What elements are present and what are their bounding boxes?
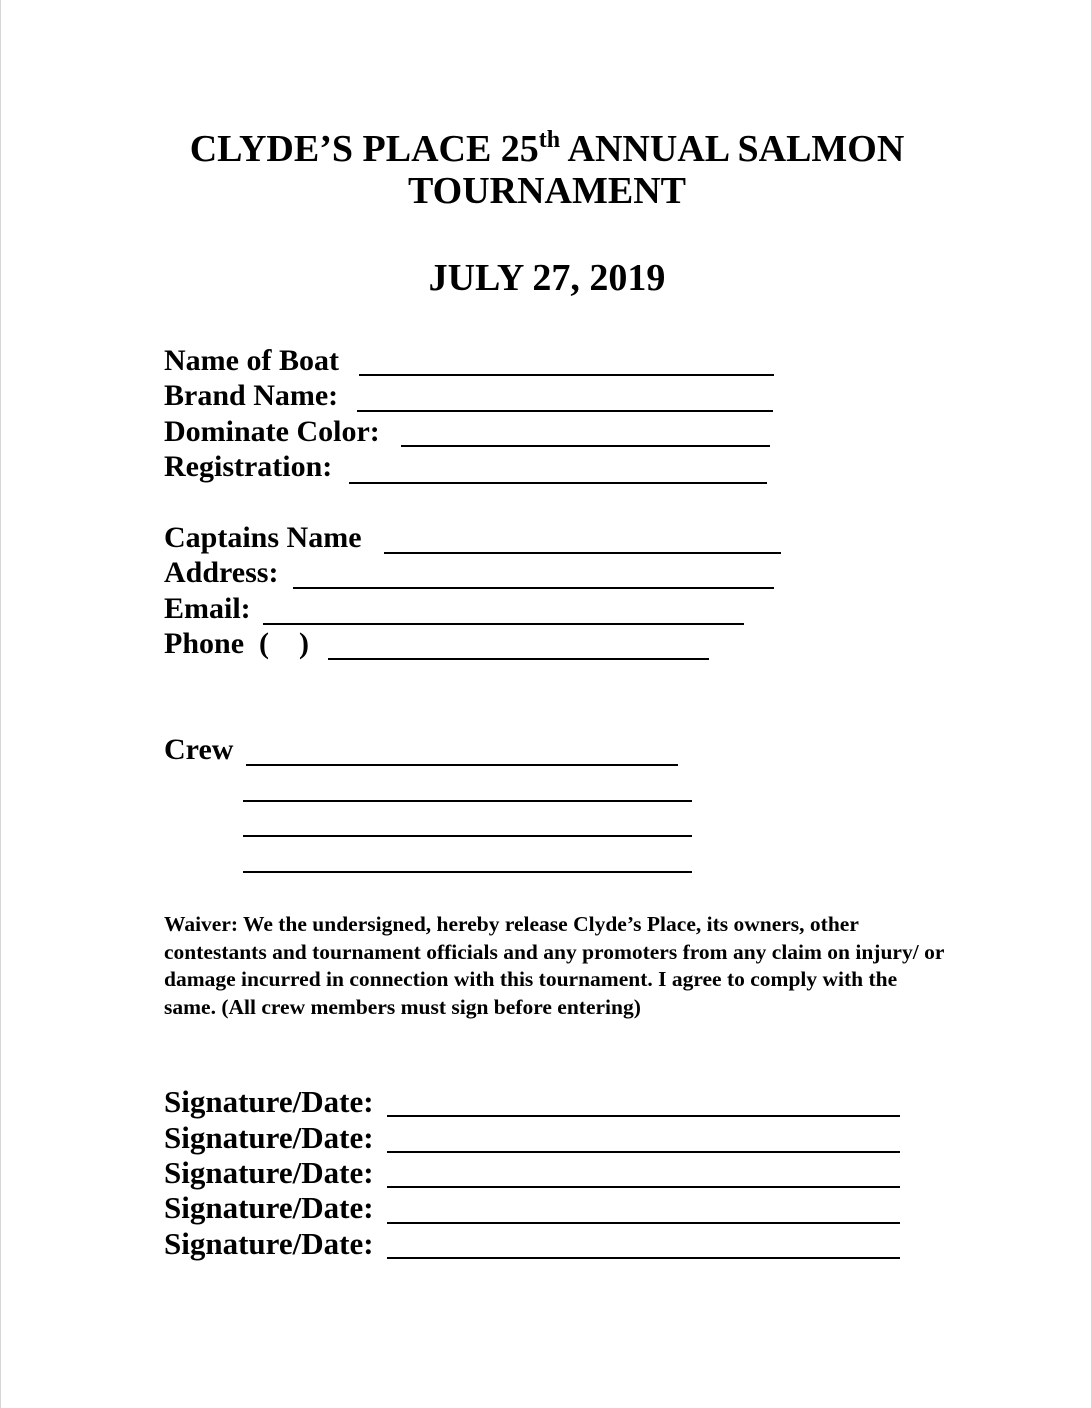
signature-date-label-5: Signature/Date: [164, 1226, 374, 1261]
waiver-text: Waiver: We the undersigned, hereby release Clyde’s Place, its owners, other contestants and tournament officials and any promoters from any claim on injury/ or damage incurred in connection with this tournament. I agree to comply with the same. (All crew members must sign before entering) [164, 912, 944, 1019]
crew-line-4[interactable] [243, 871, 692, 873]
tournament-date: JULY 27, 2019 [428, 257, 666, 299]
title-superscript: th [538, 127, 561, 153]
registration-line[interactable] [349, 482, 767, 484]
title-part-2: ANNUAL SALMON [560, 128, 905, 170]
crew-line-3[interactable] [243, 835, 692, 837]
form-title-line-1 [1, 128, 1092, 170]
crew-line-1[interactable] [246, 764, 678, 766]
signature-date-line-4[interactable] [387, 1222, 900, 1224]
crew-line-2[interactable] [243, 800, 692, 802]
registration-label: Registration: [164, 450, 333, 483]
signature-date-label-1: Signature/Date: [164, 1084, 374, 1119]
brand-name-label: Brand Name: [164, 379, 339, 412]
phone-line[interactable] [328, 658, 709, 660]
captains-name-line[interactable] [384, 552, 781, 554]
address-line[interactable] [293, 587, 774, 589]
form-title-line-2: TOURNAMENT [408, 170, 686, 212]
signature-date-label-4: Signature/Date: [164, 1190, 374, 1225]
signature-date-label-2: Signature/Date: [164, 1120, 374, 1155]
signature-date-line-5[interactable] [387, 1257, 900, 1259]
boat-name-line[interactable] [359, 374, 774, 376]
signature-date-line-3[interactable] [387, 1186, 900, 1188]
dominate-color-line[interactable] [401, 445, 770, 447]
brand-name-line[interactable] [357, 410, 773, 412]
title-part-1: CLYDE’S PLACE 25 [189, 128, 539, 170]
phone-label: Phone ( ) [164, 627, 309, 660]
signature-date-label-3: Signature/Date: [164, 1155, 374, 1190]
boat-name-label: Name of Boat [164, 344, 339, 377]
address-label: Address: [164, 556, 279, 589]
crew-label: Crew [164, 733, 234, 766]
captains-name-label: Captains Name [164, 521, 362, 554]
email-line[interactable] [263, 623, 744, 625]
dominate-color-label: Dominate Color: [164, 415, 380, 448]
signature-date-line-2[interactable] [387, 1151, 900, 1153]
signature-date-line-1[interactable] [387, 1115, 900, 1117]
email-label: Email: [164, 592, 251, 625]
